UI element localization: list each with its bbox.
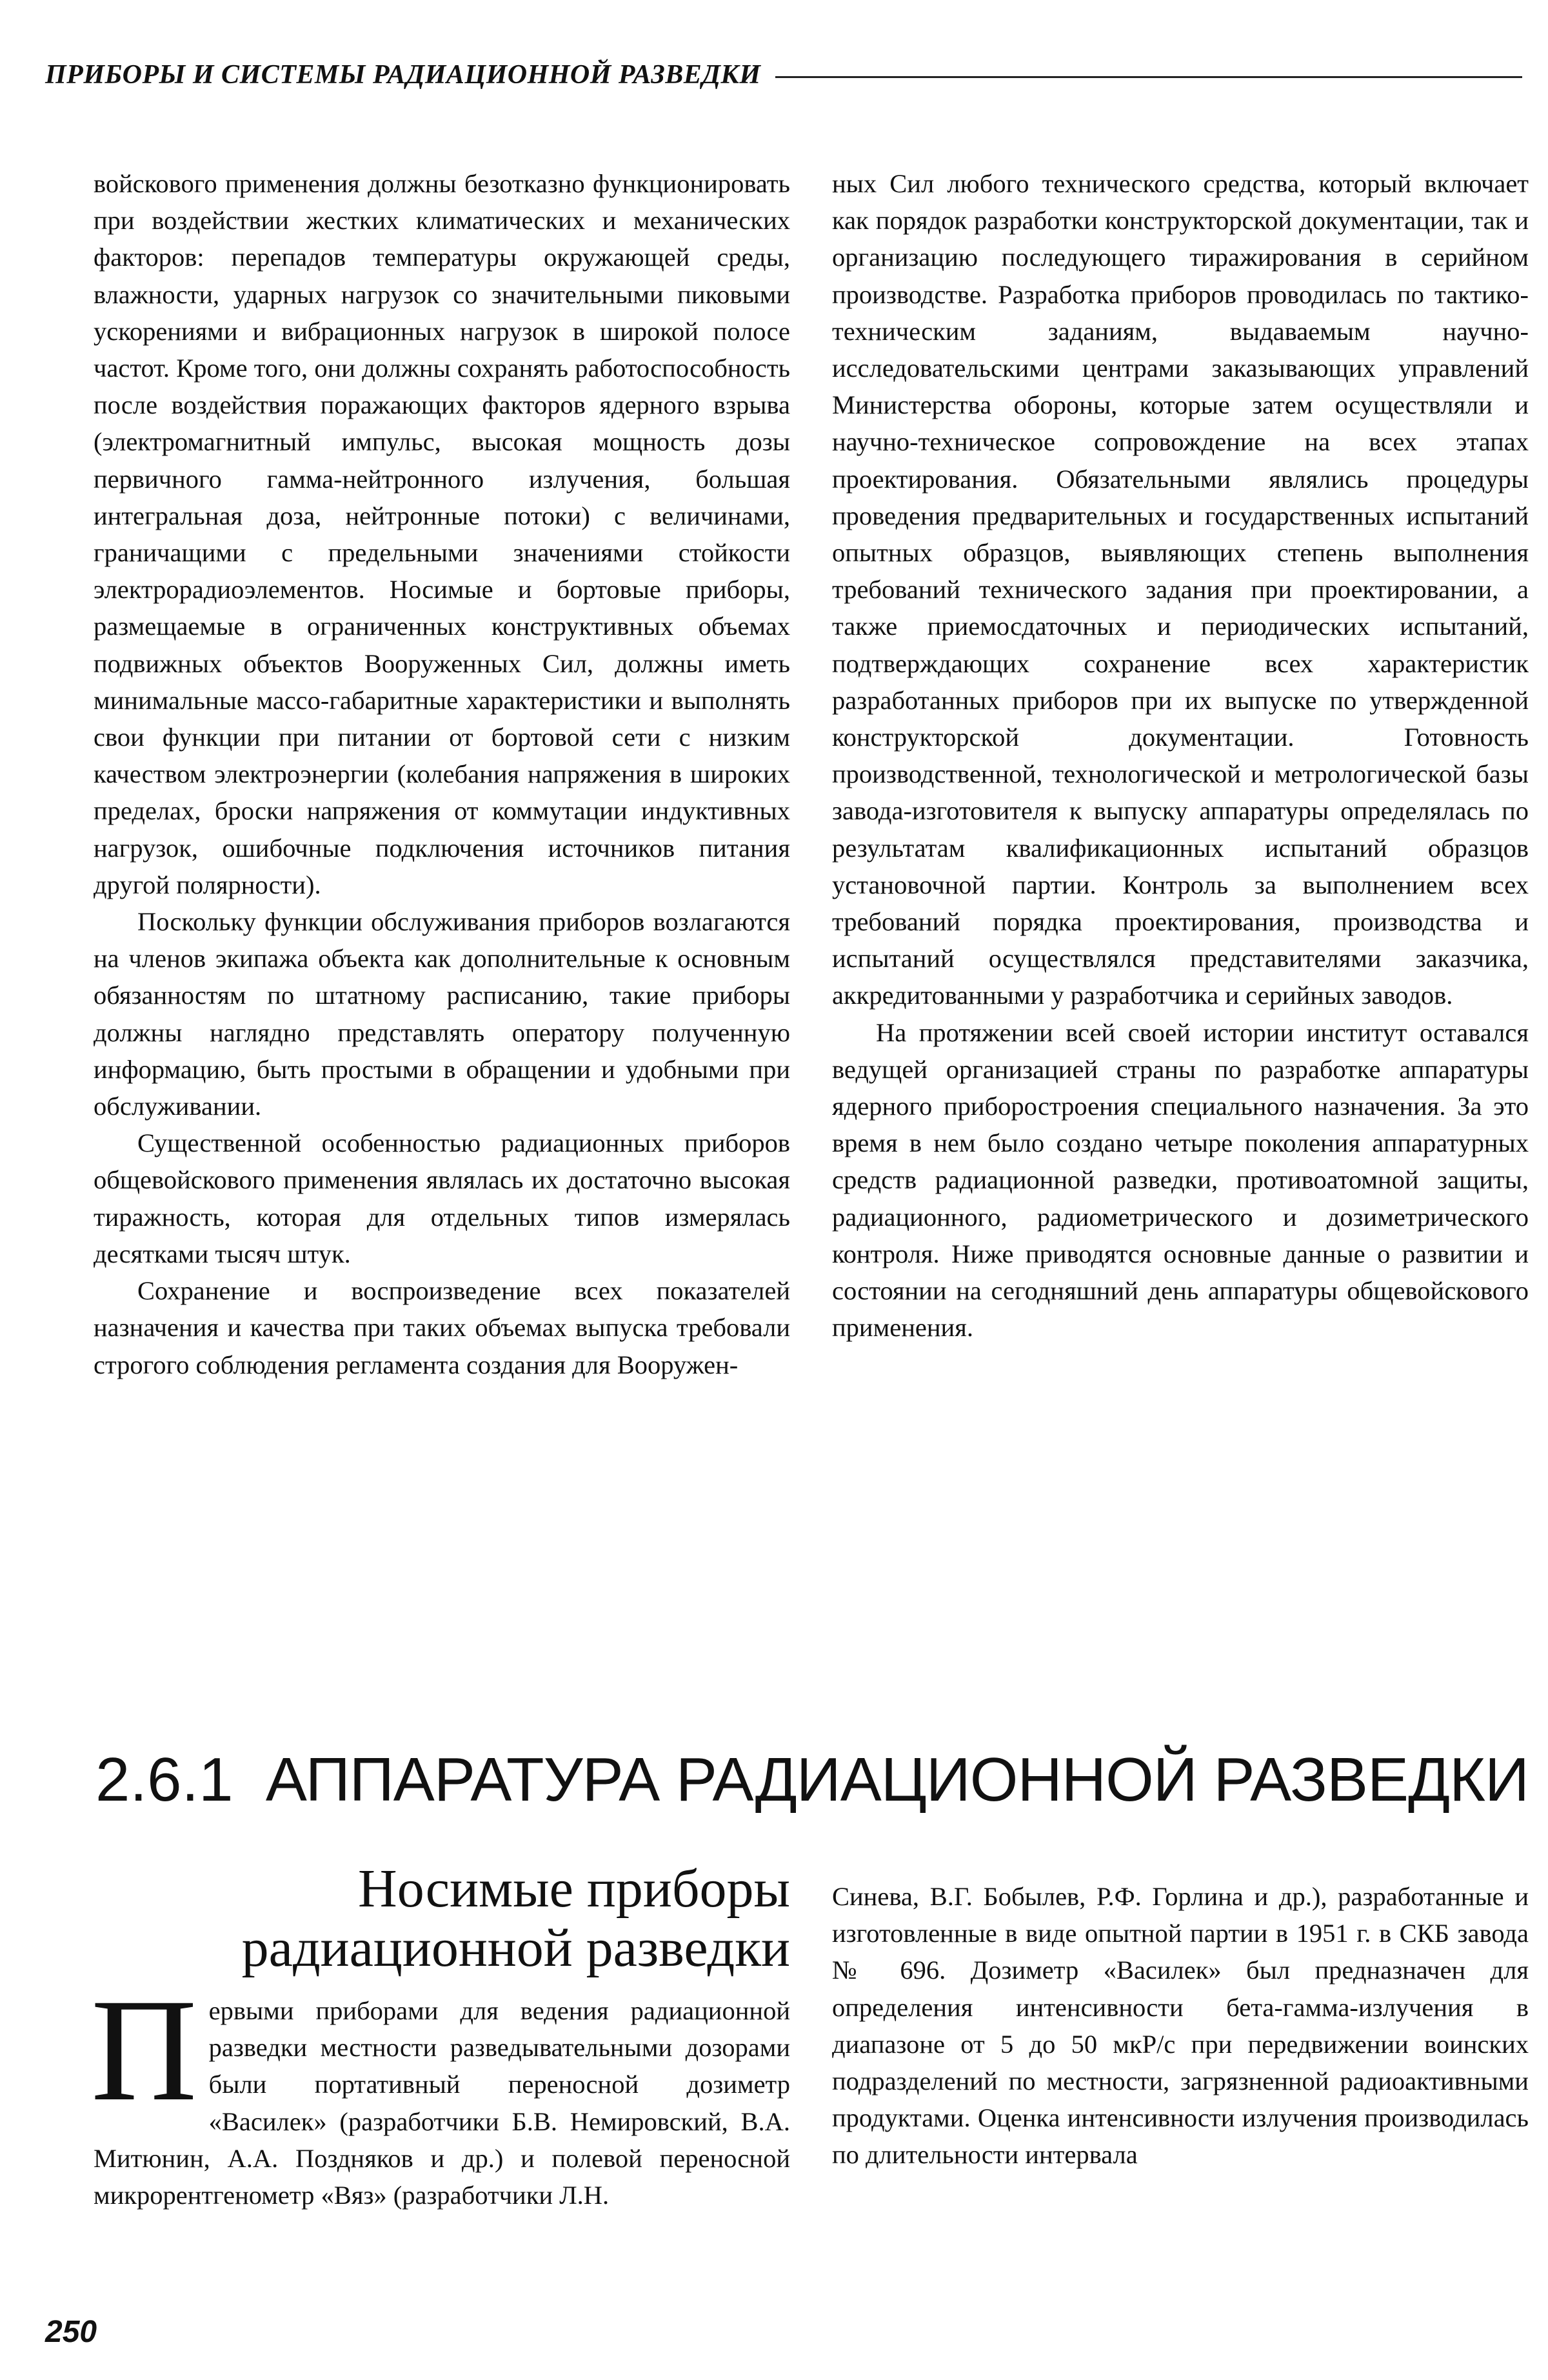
top-right-column (832, 165, 1529, 1726)
paragraph: войскового применения должны безотказно функционировать при воздействии жестких климатических и механических факторов: перепадов температуры окружающей среды, влажности, ударных нагрузок со значительными пиковыми ускорениями и вибрационных нагрузок в широкой полосе частот. Кроме того, они должны сохранять работоспособность после воздействия поражающих факторов ядерного взрыва (электромагнитный импульс, высокая мощность дозы первичного гамма-нейтронного излучения, большая интегральная доза, нейтронные потоки) с величинами, граничащими с предельными значениями стойкости электрорадиоэлементов. Носимые и бортовые приборы, размещаемые в ограниченных конструктивных объемах подвижных объектов Вооруженных Сил, должны иметь минимальные массо-габаритные характеристики и выполнять свои функции при питании от бортовой сети с низким качеством электроэнергии (колебания напряжения в широких пределах, броски напряжения от коммутации индуктивных нагрузок, ошибочные подключения источников питания другой полярности). (94, 169, 790, 899)
paragraph: Синева, В.Г. Бобылев, Р.Ф. Горлина и др.), разработанные и изготовленные в виде опытной партии в 1951 г. в СКБ завода № 696. Дозиметр «Василек» был предназначен для определения интенсивности бета-гамма-излучения в диапазоне от 5 до 50 мкР/с при передвижении воинских подразделений по местности, загрязненной радиоактивными продуктами. Оценка интенсивности излучения производилась по длительности интервала (832, 1882, 1529, 2170)
paragraph: Сохранение и воспроизведение всех показателей назначения и качества при таких объемах выпуска требовали строгого соблюдения регламента создания для Вооружен- (94, 1276, 790, 1379)
paragraph: Поскольку функции обслуживания приборов возлагаются на членов экипажа объекта как дополнительные к основным обязанностям по штатному расписанию, такие приборы должны наглядно представлять оператору полученную информацию, быть простыми в обращении и удобными при обслуживании. (94, 907, 790, 1121)
section-heading (95, 1738, 1534, 1822)
section-title: АППАРАТУРА РАДИАЦИОННОЙ РАЗВЕДКИ (265, 1745, 1529, 1814)
paragraph: Существенной особенностью радиационных приборов общевойскового применения являлась их достаточно высокая тиражность, которая для отдельных типов измерялась десятками тысяч штук. (94, 1128, 790, 1268)
subsection-heading (94, 1859, 790, 1978)
running-header (45, 55, 1522, 94)
section-number: 2.6.1 (95, 1745, 233, 1814)
bottom-right-column (832, 1878, 1529, 2252)
paragraph: На протяжении всей своей истории институт оставался ведущей организацией страны по разработке аппаратуры ядерного приборостроения специального назначения. За это время в нем было создано четыре поколения аппаратурных средств радиационной разведки, противоатомной защиты, радиационного, радиометрического и дозиметрического контроля. Ниже приводятся основные данные о развитии и состоянии на сегодняшний день аппаратуры общевойскового применения. (832, 1017, 1529, 1343)
bottom-left-column (91, 1969, 790, 2250)
page-number: 250 (45, 2315, 97, 2349)
subsection-title-line-1: Носимые приборы (358, 1859, 790, 1919)
paragraph: ервыми приборами для ведения радиационной разведки местности разведывательными дозорами были портативный переносной дозиметр «Василек» (разработчики Б.В. Немировский, В.А. Митюнин, А.А. Поздняков и др.) и полевой переносной микрорентгенометр «Вяз» (разработчики Л.Н. (94, 1996, 790, 2210)
top-left-column (94, 165, 790, 1726)
paragraph: ных Сил любого технического средства, который включает как порядок разработки конструкторской документации, так и организацию последующего тиражирования в серийном производстве. Разработка приборов проводилась по тактико-техническим заданиям, выдаваемым научно-исследовательскими центрами заказывающих управлений Министерства обороны, которые затем осуществляли и научно-техническое сопровождение на всех этапах проектирования. Обязательными являлись процедуры проведения предварительных и государственных испытаний опытных образцов, выявляющих степень выполнения требований технического задания при проектировании, а также приемосдаточных и периодических испытаний, подтверждающих сохранение всех характеристик разработанных приборов при их выпуске по утвержденной конструкторской документации. Готовность производственной, технологической и метрологической базы завода-изготовителя к выпуску аппаратуры определялась по результатам квалификационных испытаний образцов установочной партии. Контроль за выполнением всех требований порядка проектирования, производства и испытаний осуществлялся представителями заказчика, аккредитованными у разработчика и серийных заводов. (832, 169, 1529, 1010)
drop-cap: П (91, 1969, 197, 2132)
header-rule (775, 76, 1522, 78)
subsection-title-line-2: радиационной разведки (241, 1918, 790, 1978)
running-header-title: ПРИБОРЫ И СИСТЕМЫ РАДИАЦИОННОЙ РАЗВЕДКИ (45, 60, 761, 90)
